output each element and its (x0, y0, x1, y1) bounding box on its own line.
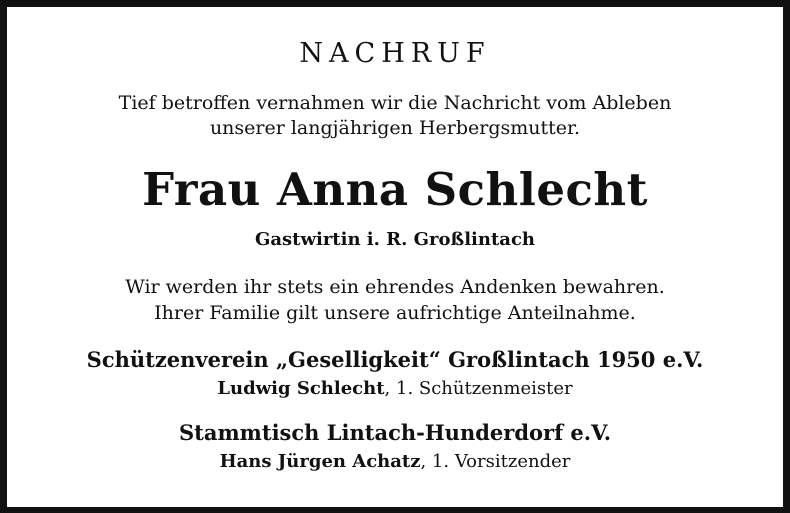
signatory-title-2: , 1. Vorsitzender (420, 451, 571, 472)
signatory-line-1 (7, 378, 783, 399)
signatory-title-1: , 1. Schützenmeister (384, 378, 573, 399)
deceased-name: Frau Anna Schlecht (142, 163, 648, 216)
signatory-person-2: Hans Jürgen Achatz (219, 451, 421, 472)
signatory-organization-2: Stammtisch Lintach-Hunderdorf e.V. (178, 420, 612, 445)
deceased-role: Gastwirtin i. R. Großlintach (255, 229, 535, 250)
condolence-line-1: Wir werden ihr stets ein ehrendes Andenken bewahren. (125, 276, 665, 298)
condolence-line-2: Ihrer Familie gilt unsere aufrichtige Anteilnahme. (154, 302, 636, 324)
intro-line-1: Tief betroffen vernahmen wir die Nachricht vom Ableben (118, 92, 672, 114)
signatory-line-2 (7, 451, 783, 472)
signatory-person-1: Ludwig Schlecht (217, 378, 385, 399)
signatory-organization-1: Schützenverein „Geselligkeit“ Großlintach 1950 e.V. (86, 347, 704, 372)
notice-heading: NACHRUF (299, 38, 491, 69)
intro-line-2: unserer langjährigen Herbergsmutter. (209, 117, 581, 139)
